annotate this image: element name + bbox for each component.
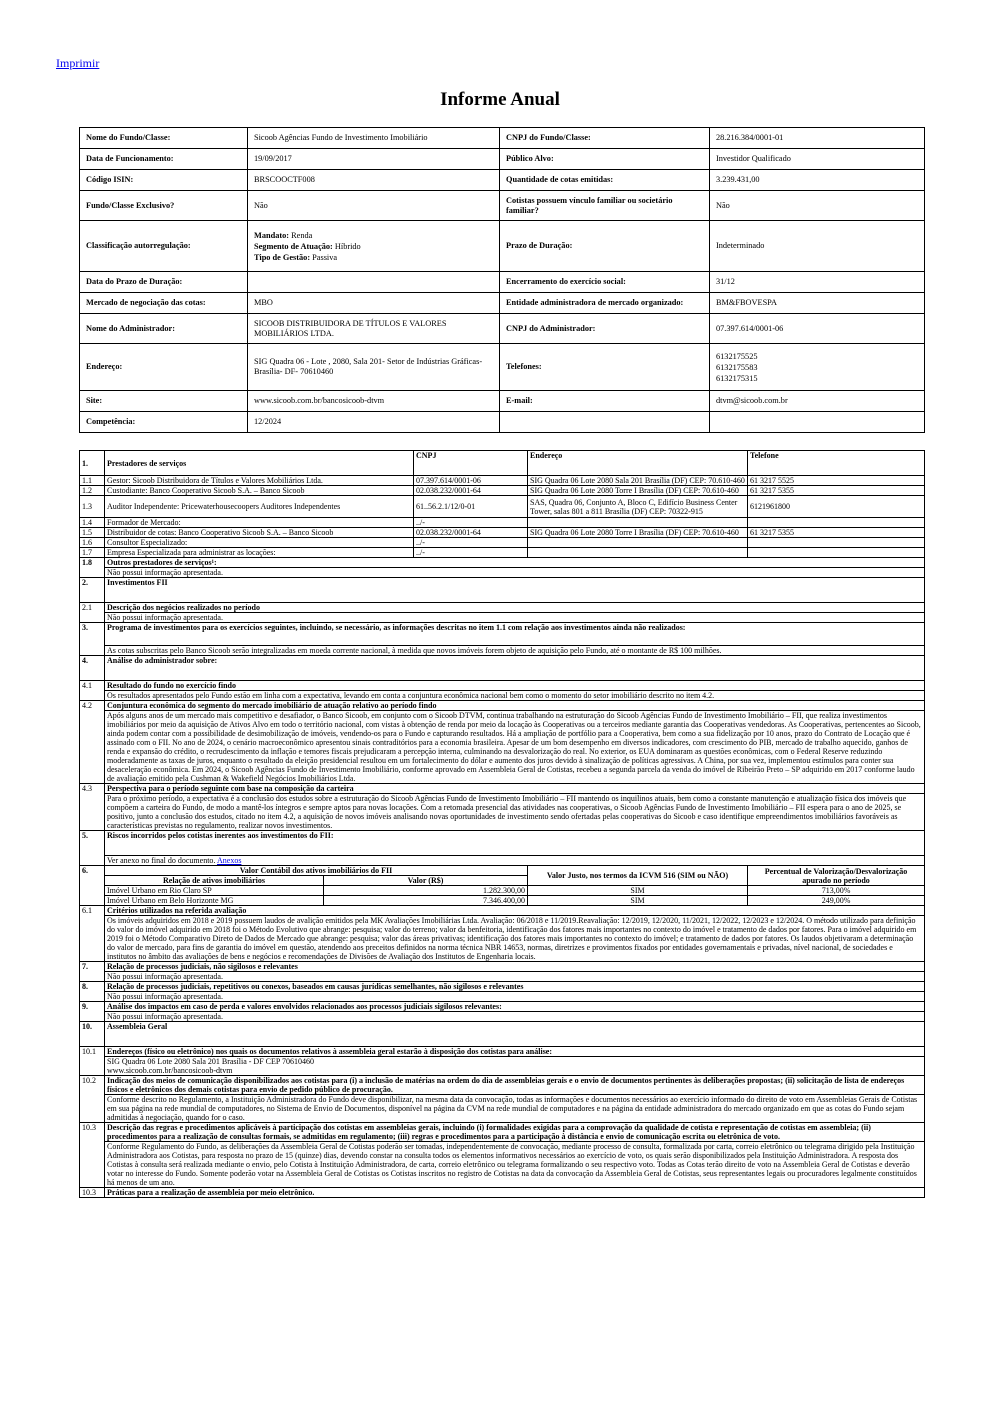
provider-number: 1.1 (80, 476, 105, 486)
provider-number: 1.7 (80, 548, 105, 558)
value-telefones (710, 344, 925, 391)
provider-row (80, 476, 925, 486)
label-admin: Nome do Administrador: (80, 314, 248, 344)
anexos-link[interactable]: Anexos (216, 856, 242, 865)
value-email: dtvm@sicoob.com.br (710, 391, 925, 412)
provider-address (528, 518, 748, 528)
section-1-8-number: 1.8 (80, 558, 105, 578)
provider-number: 1.4 (80, 518, 105, 528)
section-1-number: 1. (80, 451, 105, 476)
provider-name: Empresa Especializada para administrar as locações: (105, 548, 414, 558)
value-mercado: MBO (248, 293, 500, 314)
section-4-3-text: Para o próximo período, a expectativa é a conclusão dos estudos sobre a estruturação do Sicoob Agências Fundo de Investimento Imobiliário – FII mantendo os inquilinos atuais, bem como a constante manutenção e atualização física dos imóveis que compõem a carteira do Fundo, de modo a mantê-los íntegros e sempre aptos para novas locações. Com a retomada presencial das atividades nas cooperativas, o Sicoob Agências Fundo de Investimento Imobiliário – FII espera para o ano de 2025, se positivo, junto a conclusão dos estudos, citado no item 4.2, a aquisição de novos imóveis analisando novas oportunidades de investimento sendo ofertadas pelas cooperativas do Sicoob e caso identifique empreendimentos imobiliários favoráveis as características previstas no regulamento, realizar novos investimentos. (105, 794, 925, 831)
section-10-3-number: 10.3 (80, 1123, 105, 1188)
value-vinculo: Não (710, 191, 925, 221)
section-9-text: Não possui informação apresentada. (105, 1012, 925, 1022)
label-site: Site: (80, 391, 248, 412)
provider-address (528, 538, 748, 548)
section-6-1-number: 6.1 (80, 906, 105, 962)
section-4-title: Análise do administrador sobre: (105, 656, 925, 681)
provider-address (528, 548, 748, 558)
value-competencia: 12/2024 (248, 412, 500, 433)
label-prazo: Prazo de Duração: (500, 221, 710, 272)
value-nome: Sicoob Agências Fundo de Investimento Imobiliário (248, 128, 500, 149)
provider-address: SIG Quadra 06 Lote 2080 Torre I Brasília (DF) CEP: 70.610-460 (528, 486, 748, 496)
label-data-func: Data de Funcionamento: (80, 149, 248, 170)
value-publico: Investidor Qualificado (710, 149, 925, 170)
asset-value: 7.346.400,00 (324, 896, 528, 906)
mandato-label: Mandato: (254, 230, 290, 240)
provider-row (80, 548, 925, 558)
print-link[interactable]: Imprimir (56, 56, 100, 70)
section-5-text-label: Ver anexo no final do documento. (107, 856, 216, 865)
label-qtd: Quantidade de cotas emitidas: (500, 170, 710, 191)
label-endereco: Endereço: (80, 344, 248, 391)
asset-fair-value: SIM (528, 886, 748, 896)
section-10-title: Assembleia Geral (105, 1022, 925, 1047)
provider-name: Distribuidor de cotas: Banco Cooperativo Sicoob S.A. – Banco Sicoob (105, 528, 414, 538)
segmento-value: Híbrido (334, 241, 361, 251)
value-admin: SICOOB DISTRIBUIDORA DE TÍTULOS E VALORES MOBILIÁRIOS LTDA. (248, 314, 500, 344)
section-1-title: Prestadores de serviços (105, 451, 414, 476)
asset-row (80, 886, 925, 896)
report-table (79, 450, 925, 1198)
telefone-2: 6132175583 (716, 362, 758, 372)
section-2-1-number: 2.1 (80, 603, 105, 623)
provider-number: 1.6 (80, 538, 105, 548)
section-4-1-text: Os resultados apresentados pelo Fundo estão em linha com a expectativa, levando em conta a conjuntura econômica nacional bem como o momento do setor imobiliário descrito no item 4.2. (105, 691, 925, 701)
section-4-number: 4. (80, 656, 105, 681)
section-5-text (105, 856, 925, 866)
provider-cnpj: ../- (414, 538, 528, 548)
label-mercado: Mercado de negociação das cotas: (80, 293, 248, 314)
label-data-prazo: Data do Prazo de Duração: (80, 272, 248, 293)
header-cnpj: CNPJ (414, 451, 528, 476)
section-10-1-title: Endereços (físico ou eletrônico) nos quais os documentos relativos à assembleia geral estarão à disposição dos cotistas para análise: (105, 1047, 925, 1057)
section-5-title: Riscos incorridos pelos cotistas inerentes aos investimentos do FII: (105, 831, 925, 856)
value-endereco: SIG Quadra 06 - Lote , 2080, Sala 201- Setor de Indústrias Gráficas- Brasília- DF- 70610460 (248, 344, 500, 391)
provider-phone: 61 3217 5525 (748, 476, 925, 486)
provider-row (80, 528, 925, 538)
provider-phone (748, 548, 925, 558)
section-10-4-number: 10.3 (80, 1188, 105, 1198)
header-relacao-ativos: Relação de ativos imobiliários (105, 876, 324, 886)
provider-cnpj: ../- (414, 548, 528, 558)
provider-name: Consultor Especializado: (105, 538, 414, 548)
label-entidade: Entidade administradora de mercado organizado: (500, 293, 710, 314)
section-1-8-text: Não possui informação apresentada. (105, 568, 925, 578)
label-email: E-mail: (500, 391, 710, 412)
provider-name: Custodiante: Banco Cooperativo Sicoob S.A. – Banco Sicoob (105, 486, 414, 496)
section-2-1-title: Descrição dos negócios realizados no período (105, 603, 925, 613)
provider-address: SAS, Quadra 06, Conjunto A, Bloco C, Edifício Business Center Tower, salas 801 a 811 Brasília (DF) CEP: 70322-915 (528, 496, 748, 518)
value-cnpj-admin: 07.397.614/0001-06 (710, 314, 925, 344)
provider-number: 1.2 (80, 486, 105, 496)
segmento-label: Segmento de Atuação: (254, 241, 333, 251)
label-cnpj: CNPJ do Fundo/Classe: (500, 128, 710, 149)
section-2-title: Investimentos FII (105, 578, 925, 603)
section-9-number: 9. (80, 1002, 105, 1022)
provider-name: Gestor: Sicoob Distribuidora de Títulos e Valores Mobiliários Ltda. (105, 476, 414, 486)
asset-row (80, 896, 925, 906)
provider-cnpj: 61..56.2.1/12/0-01 (414, 496, 528, 518)
section-5-number: 5. (80, 831, 105, 866)
fund-info-table (79, 127, 925, 433)
provider-cnpj: 02.038.232/0001-64 (414, 486, 528, 496)
asset-percent: 713,00% (748, 886, 925, 896)
value-site: www.sicoob.com.br/bancosicoob-dtvm (248, 391, 500, 412)
section-6-1-title: Critérios utilizados na referida avaliação (105, 906, 925, 916)
empty-cell (500, 412, 710, 433)
section-3-title: Programa de investimentos para os exercícios seguintes, incluindo, se necessário, as informações descritas no item 1.1 com relação aos investimentos ainda não realizados: (105, 623, 925, 646)
section-10-4-title: Práticas para a realização de assembleia por meio eletrônico. (105, 1188, 925, 1198)
header-percentual: Percentual de Valorização/Desvalorização apurado no período (748, 866, 925, 886)
section-4-1-title: Resultado do fundo no exercício findo (105, 681, 925, 691)
provider-cnpj: ../- (414, 518, 528, 528)
section-10-number: 10. (80, 1022, 105, 1047)
value-exclusivo: Não (248, 191, 500, 221)
gestao-label: Tipo de Gestão: (254, 252, 311, 262)
label-vinculo: Cotistas possuem vínculo familiar ou societário familiar? (500, 191, 710, 221)
value-classif (248, 221, 500, 272)
provider-phone: 61 3217 5355 (748, 528, 925, 538)
label-isin: Código ISIN: (80, 170, 248, 191)
header-valor-contabil: Valor Contábil dos ativos imobiliários do FII (105, 866, 528, 876)
provider-row (80, 486, 925, 496)
value-encerramento: 31/12 (710, 272, 925, 293)
section-6-1-text: Os imóveis adquiridos em 2018 e 2019 possuem laudos de avalição emitidos pela MK Avaliações Imobiliárias Ltda. Avaliação: 06/2018 e 11/2019.Reavaliação: 12/2019, 12/2020, 11/2021, 12/2022, 12/2023 e 12/2024. O método utilizado para definição do valor do imóvel adquirido em 2018 foi o Método Evolutivo que abrange: pesquisa; valor do terreno; valor da benfeitoria, identificação dos fatores mais importantes no contexto do imóvel e tratamento de dados por fatores. Para o imóvel adquirido em 2019 foi o Método Comparativo Direto de Dados de Mercado que abrange: pesquisa; valor das áreas privativas; identificação dos fatores mais importantes no contexto do imóvel; e tratamento de dados por fatores. Os laudos objetivaram a determinação do valor de mercado, para fins de garantia do imóvel em questão, atendendo aos preceitos definidos na norma técnica NBR 14653, normas, diretrizes e provimentos fixados por entidades governamentais e privadas, nível nacional, de sociedades e institutos no âmbito das avaliações de bens e negócios e recomendações de Divisões de Avaliação dos Institutos de Engenharia locais. (105, 916, 925, 962)
value-isin: BRSCOOCTF008 (248, 170, 500, 191)
section-4-2-title: Conjuntura econômica do segmento do mercado imobiliário de atuação relativo ao período findo (105, 701, 925, 711)
provider-cnpj: 02.038.232/0001-64 (414, 528, 528, 538)
label-cnpj-admin: CNPJ do Administrador: (500, 314, 710, 344)
section-7-text: Não possui informação apresentada. (105, 972, 925, 982)
label-competencia: Competência: (80, 412, 248, 433)
value-data-func: 19/09/2017 (248, 149, 500, 170)
label-nome: Nome do Fundo/Classe: (80, 128, 248, 149)
section-3-text: As cotas subscritas pelo Banco Sicoob serão integralizadas em moeda corrente nacional, à medida que novos imóveis forem objeto de aquisição pelo Fundo, até o montante de R$ 100 milhões. (105, 646, 925, 656)
page-title: Informe Anual (440, 89, 560, 110)
mandato-value: Renda (291, 230, 313, 240)
section-4-3-number: 4.3 (80, 784, 105, 831)
telefone-3: 6132175315 (716, 373, 758, 383)
section-8-title: Relação de processos judiciais, repetitivos ou conexos, baseados em causas jurídicas semelhantes, não sigilosos e relevantes (105, 982, 925, 992)
section-4-1-number: 4.1 (80, 681, 105, 701)
provider-phone: 6121961800 (748, 496, 925, 518)
provider-phone: 61 3217 5355 (748, 486, 925, 496)
section-10-3-text: Conforme Regulamento do Fundo, as deliberações da Assembleia Geral de Cotistas poderão ser tomadas, independentemente de convocação, mediante processo de consulta, formalizada por carta, correio eletrônico ou telegrama dirigido pela Instituição Administradora aos Cotistas, para resposta no prazo de 15 (quinze) dias, devendo constar na consulta todos os elementos informativos necessários ao exercício de voto, os quais serão disponibilizados pela Instituição Administradora. A resposta dos Cotistas à consulta será realizada mediante o envio, pelo Cotista à Instituição Administradora, de carta, correio eletrônico ou telegrama formalizando o seu respectivo voto. Todas as Cotas terão direito de voto na Assembleia Geral de Cotistas e deverão votar no interesse do Fundo. Somente poderão votar na Assembleia Geral de Cotistas os Cotistas inscritos no registro de Cotistas na data da convocação da Assembleia Geral de Cotistas, seus representantes legais ou procuradores legalmente constituídos há menos de um ano. (105, 1142, 925, 1188)
label-publico: Público Alvo: (500, 149, 710, 170)
section-9-title: Análise dos impactos em caso de perda e valores envolvidos relacionados aos processos judiciais sigilosos relevantes: (105, 1002, 925, 1012)
section-3-number: 3. (80, 623, 105, 656)
provider-row (80, 538, 925, 548)
section-10-2-title: Indicação dos meios de comunicação disponibilizados aos cotistas para (i) a inclusão de matérias na ordem do dia de assembleias gerais e o envio de documentos pertinentes às deliberações propostas; (ii) solicitação de lista de endereços físicos e eletrônicos dos demais cotistas para envio de pedido público de procuração. (105, 1076, 925, 1095)
asset-name: Imóvel Urbano em Rio Claro SP (105, 886, 324, 896)
asset-fair-value: SIM (528, 896, 748, 906)
provider-name: Auditor Independente: Pricewaterhousecoopers Auditores Independentes (105, 496, 414, 518)
label-telefones: Telefones: (500, 344, 710, 391)
section-6-number: 6. (80, 866, 105, 906)
section-8-text: Não possui informação apresentada. (105, 992, 925, 1002)
section-10-2-text: Conforme descrito no Regulamento, a Instituição Administradora do Fundo deve disponibilizar, na mesma data da convocação, todas as informações e documentos necessários ao exercício informado do direito de voto em Assembleias Gerais de Cotistas em sua página na rede mundial de computadores, no Sistema de Envio de Documentos, disponível na página da CVM na rede mundial de computadores e na página da entidade administradora do mercado organizado em que as cotas do Fundo sejam admitidas à negociação, quando for o caso. (105, 1095, 925, 1123)
header-telefone: Telefone (748, 451, 925, 476)
header-valor-rs: Valor (R$) (324, 876, 528, 886)
header-valor-justo: Valor Justo, nos termos da ICVM 516 (SIM ou NÃO) (528, 866, 748, 886)
section-10-2-number: 10.2 (80, 1076, 105, 1123)
label-encerramento: Encerramento do exercício social: (500, 272, 710, 293)
section-10-3-title: Descrição das regras e procedimentos aplicáveis à participação dos cotistas em assembleias gerais, incluindo (i) formalidades exigidas para a comprovação da qualidade de cotista e representação de cotistas em assembleia; (ii) procedimentos para a realização de consultas formais, se admitidas em regulamento; (iii) regras e procedimentos para a participação à distância e envio de comunicação escrita ou eletrônica de voto. (105, 1123, 925, 1142)
value-cnpj: 28.216.384/0001-01 (710, 128, 925, 149)
section-8-number: 8. (80, 982, 105, 1002)
section-7-title: Relação de processos judiciais, não sigilosos e relevantes (105, 962, 925, 972)
section-4-2-text: Após alguns anos de um mercado mais competitivo e desafiador, o Banco Sicoob, em conjunto com o Sicoob DTVM, continua trabalhando na estruturação do Sicoob Agências Fundo de Investimento Imobiliário – FII, que realiza investimentos imobiliários por meio da aquisição de Ativos Alvo em todo o território nacional, com vistas à obtenção de renda por meio da locação às Cooperativas ou a terceiros mediante garantia das Cooperativas vendedoras. As Cooperativas, pertencentes ao Sicoob, ainda podem contar com a possibilidade de desimobilização de imóveis, vendendo-os para o Fundo e capturando resultados. Há a ampliação de portfólio para a Cooperativa, bem como a sua fidelização por 10 anos, prazo do Contrato de Locação que é assinado com o FII. No ano de 2024, o cenário macroeconômico apresentou sinais contraditórios para a economia brasileira. Apesar de um bom desempenho em diversos indicadores, com crescimento do PIB, mercado de trabalho aquecido, ganhos de renda e expansão do crédito, o recrudescimento da inflação e temores fiscais prejudicaram a percepção interna, culminando na desvalorização do real. No exterior, os EUA dominaram as questões econômicas, com o Federal Reserve reduzindo moderadamente as taxas de juros, enquanto o resultado da eleição presidencial resultou em um fortalecimento do dólar e aumento dos juros devido à sinalização de políticas agressivas. A China, por sua vez, implementou estímulos para conter sua desaceleração econômica. Em 2024, o Sicoob Agências Fundo de Investimento Imobiliário, conforme aprovado em Assembleia Geral de Cotistas, recebeu a segunda parcela da venda do imóvel de Ribeirão Preto – SP adquirido em 2017 conforme laudo de avaliação emitido pela Cushman & Wakefield Negócios Imobiliários Ltda. (105, 711, 925, 784)
label-exclusivo: Fundo/Classe Exclusivo? (80, 191, 248, 221)
section-10-1-number: 10.1 (80, 1047, 105, 1076)
provider-phone (748, 518, 925, 528)
section-7-number: 7. (80, 962, 105, 982)
section-4-3-title: Perspectiva para o período seguinte com base na composição da carteira (105, 784, 925, 794)
value-data-prazo (248, 272, 500, 293)
section-10-1-address: SIG Quadra 06 Lote 2080 Sala 201 Brasília - DF CEP 70610460 (107, 1057, 315, 1066)
value-entidade: BM&FBOVESPA (710, 293, 925, 314)
value-qtd: 3.239.431,00 (710, 170, 925, 191)
provider-address: SIG Quadra 06 Lote 2080 Torre I Brasília (DF) CEP: 70.610-460 (528, 528, 748, 538)
value-prazo: Indeterminado (710, 221, 925, 272)
section-2-1-text: Não possui informação apresentada. (105, 613, 925, 623)
header-endereco: Endereço (528, 451, 748, 476)
provider-name: Formador de Mercado: (105, 518, 414, 528)
provider-number: 1.3 (80, 496, 105, 518)
section-2-number: 2. (80, 578, 105, 603)
provider-row (80, 496, 925, 518)
telefone-1: 6132175525 (716, 351, 758, 361)
asset-percent: 249,00% (748, 896, 925, 906)
section-10-1-site: www.sicoob.com.br/bancosicoob-dtvm (107, 1066, 233, 1075)
section-4-2-number: 4.2 (80, 701, 105, 784)
provider-address: SIG Quadra 06 Lote 2080 Sala 201 Brasília (DF) CEP: 70.610-460 (528, 476, 748, 486)
label-classif: Classificação autorregulação: (80, 221, 248, 272)
provider-number: 1.5 (80, 528, 105, 538)
asset-name: Imóvel Urbano em Belo Horizonte MG (105, 896, 324, 906)
section-1-8-title: Outros prestadores de serviços¹: (105, 558, 925, 568)
section-10-1-text (105, 1057, 925, 1076)
empty-cell (710, 412, 925, 433)
provider-cnpj: 07.397.614/0001-06 (414, 476, 528, 486)
gestao-value: Passiva (312, 252, 338, 262)
provider-row (80, 518, 925, 528)
provider-phone (748, 538, 925, 548)
asset-value: 1.282.300,00 (324, 886, 528, 896)
